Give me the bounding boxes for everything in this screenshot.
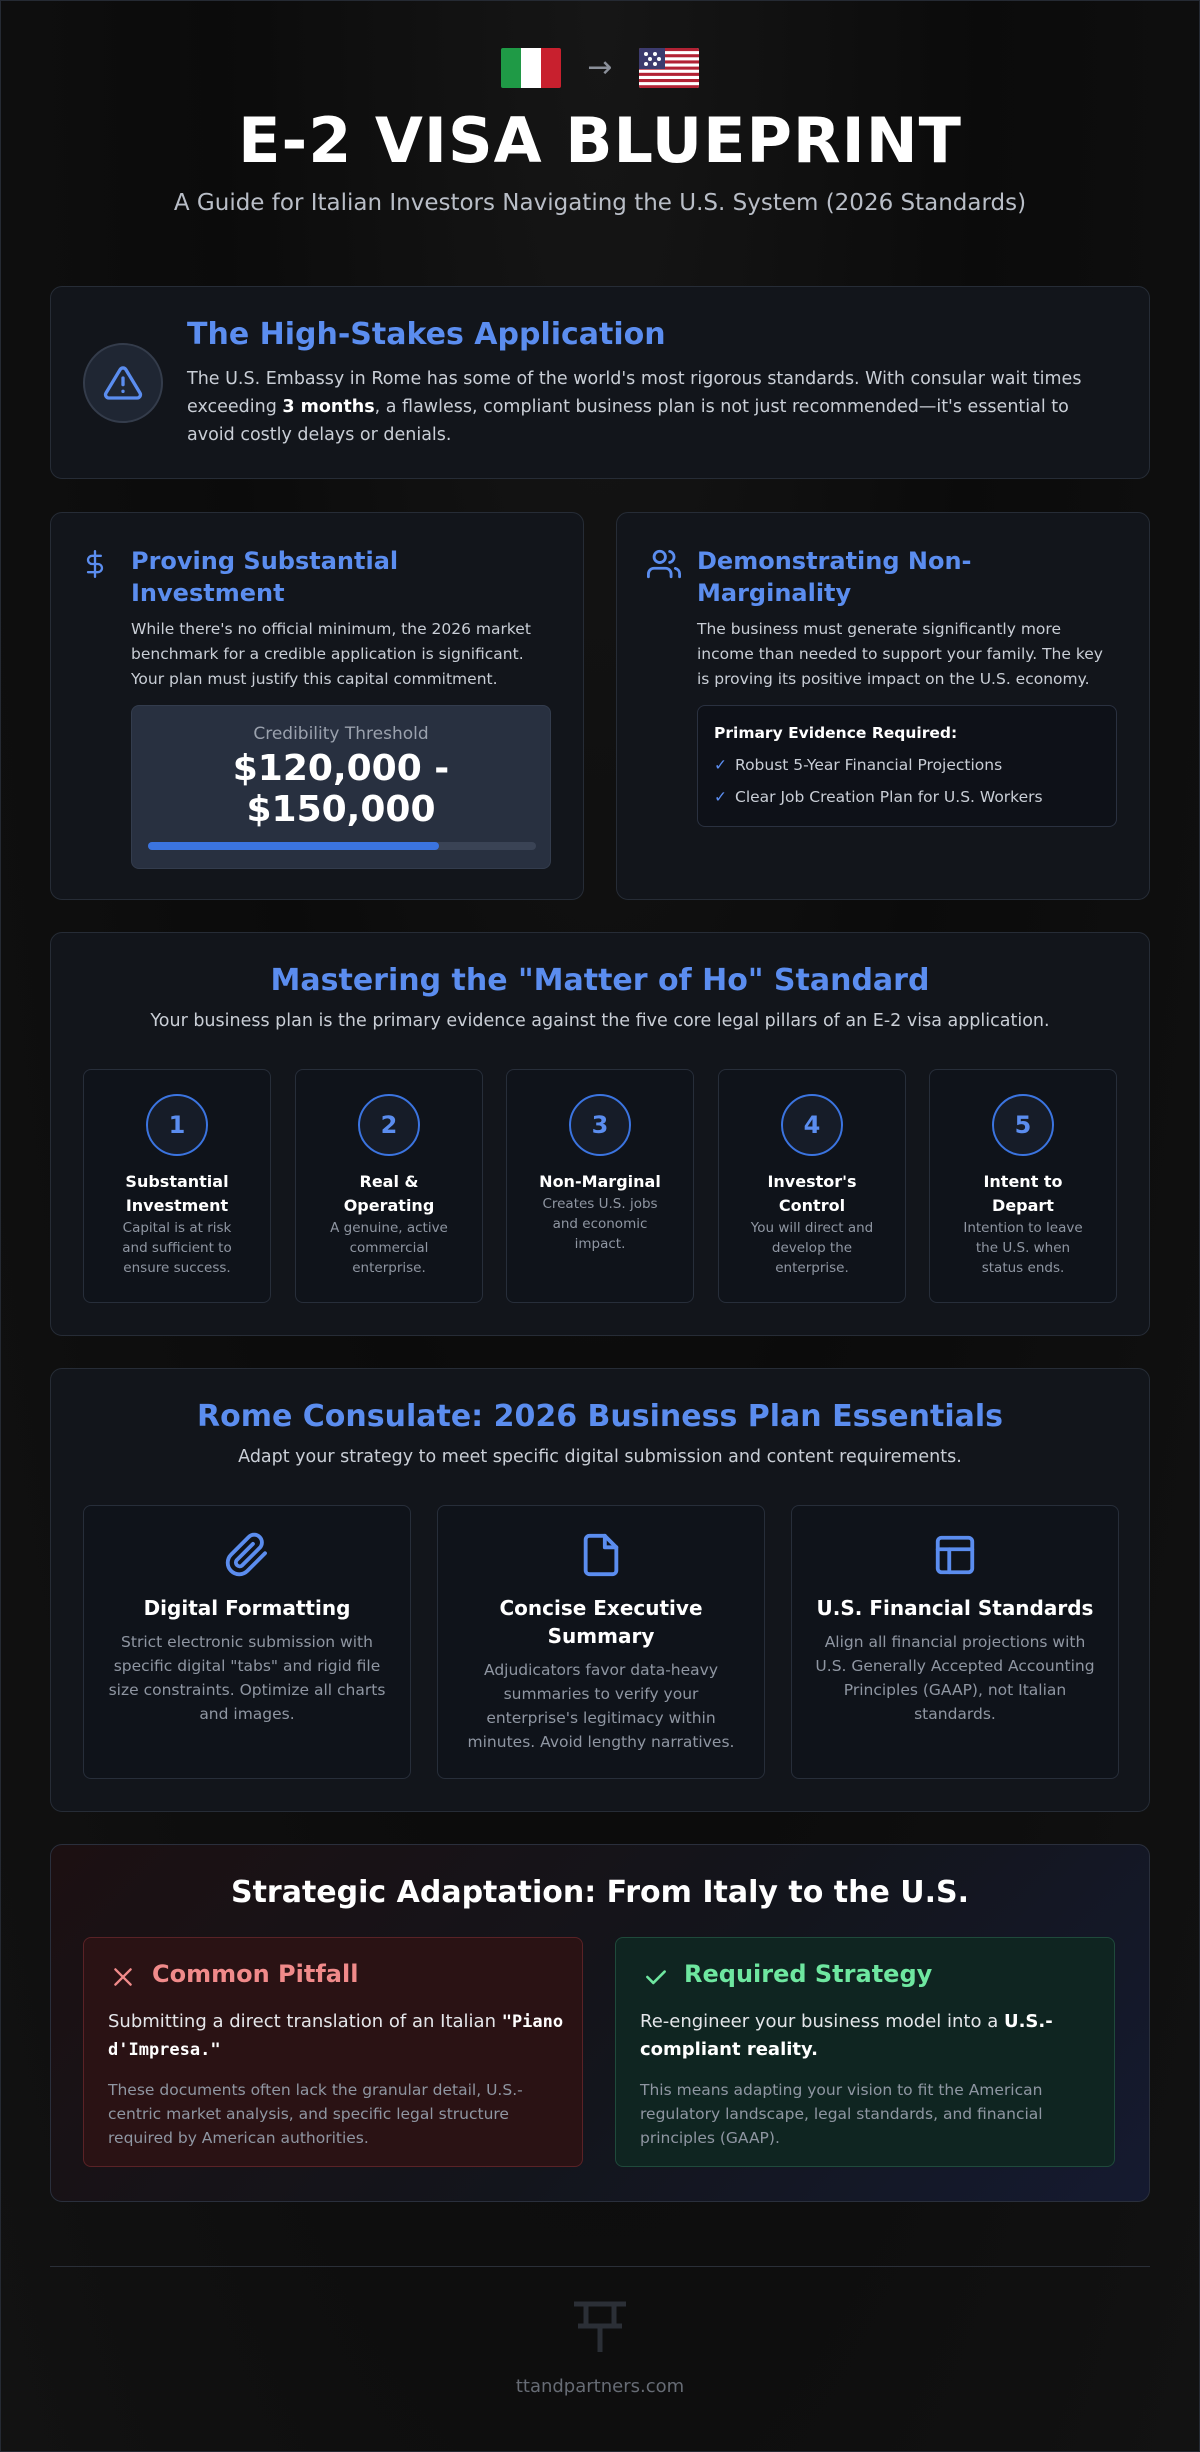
strategic-card [50,1844,1150,2202]
evidence-title: Primary Evidence Required: [714,724,958,742]
essential-item [437,1505,765,1779]
investment-card [50,512,584,900]
essential-item [791,1505,1119,1779]
pitfall-main: Submitting a direct translation of an Italian "Piano d'Impresa." [108,2011,564,2060]
pillar-title: Investor's Control [767,1172,857,1215]
essentials-title: Rome Consulate: 2026 Business Plan Essentials [196,1399,1003,1434]
users-icon [647,547,681,585]
pillar-text: Intention to leave the U.S. when status ends. [963,1220,1083,1276]
paperclip-icon [84,1532,410,1578]
evidence-box [697,705,1117,827]
page-subtitle: A Guide for Italian Investors Navigating the U.S. System (2026 Standards) [173,190,1027,216]
flags-row [0,48,1200,88]
high-stakes-text: The U.S. Embassy in Rome has some of the world's most rigorous standards. With consular wait times exceeding 3 months, a flawless, compliant business plan is not just recommended—it's essential to avoid costly delays or denials. [187,369,1082,445]
usa-flag-icon [639,48,699,88]
matter-of-ho-title: Mastering the "Matter of Ho" Standard [270,963,930,998]
pillar-title: Substantial Investment [125,1172,229,1215]
pillar-card [295,1069,483,1303]
pillar-card [83,1069,271,1303]
essential-title: U.S. Financial Standards [816,1596,1094,1620]
pitfall-note: These documents often lack the granular detail, U.S.-centric market analysis, and specific legal structure required by American authorities. [108,2081,523,2147]
pillar-title: Real & Operating [343,1172,435,1215]
evidence-item: ✓ Robust 5-Year Financial Projections [714,756,1003,774]
page-title: E-2 VISA BLUEPRINT [238,104,962,177]
italy-flag-icon [501,48,561,88]
pillar-number: 2 [358,1094,420,1156]
threshold-bar-fill [148,842,439,850]
essential-title: Concise Executive Summary [499,1596,703,1648]
pillar-number: 3 [569,1094,631,1156]
required-strategy-box [615,1937,1115,2167]
essential-title: Digital Formatting [143,1596,351,1620]
dollar-icon [81,547,109,585]
evidence-item: ✓ Clear Job Creation Plan for U.S. Workers [714,788,1043,806]
required-note: This means adapting your vision to fit the American regulatory landscape, legal standards, and financial principles (GAAP). [640,2081,1043,2147]
threshold-bar-track [148,842,536,850]
footer-website: ttandpartners.com [515,2376,685,2397]
matter-of-ho-card [50,932,1150,1336]
pillar-card [718,1069,906,1303]
essential-text: Align all financial projections with U.S. Generally Accepted Accounting Principles (GAAP), not Italian standards. [815,1633,1095,1723]
footer-divider [50,2266,1150,2267]
pillar-text: A genuine, active commercial enterprise. [330,1220,448,1276]
pillar-title: Intent to Depart [983,1172,1063,1215]
pillar-title: Non-Marginal [539,1172,661,1191]
pillar-card [506,1069,694,1303]
pillar-card [929,1069,1117,1303]
check-icon [642,1964,670,1994]
pillar-text: You will direct and develop the enterprise. [750,1220,874,1276]
document-icon [438,1532,764,1578]
essential-item [83,1505,411,1779]
tt-logo-icon [570,2298,630,2360]
matter-of-ho-subtitle: Your business plan is the primary evidence against the five core legal pillars of an E-2 visa application. [150,1011,1050,1031]
essential-text: Strict electronic submission with specific digital "tabs" and rigid file size constraints. Optimize all charts and images. [108,1633,386,1723]
marginality-title: Demonstrating Non-Marginality [697,547,972,607]
pillar-text: Capital is at risk and sufficient to ensure success. [122,1220,232,1276]
check-icon: ✓ [714,788,727,806]
marginality-card [616,512,1150,900]
threshold-label: Credibility Threshold [253,724,429,744]
high-stakes-card [50,286,1150,479]
essentials-subtitle: Adapt your strategy to meet specific digital submission and content requirements. [238,1447,962,1467]
required-main: Re-engineer your business model into a U.S.-compliant reality. [640,2011,1053,2060]
warning-icon [83,343,163,423]
pillar-number: 5 [992,1094,1054,1156]
essential-text: Adjudicators favor data-heavy summaries to verify your enterprise's legitimacy within minutes. Avoid lengthy narratives. [467,1661,735,1751]
threshold-value: $120,000 - $150,000 [232,748,450,830]
check-icon: ✓ [714,756,727,774]
essentials-card [50,1368,1150,1812]
layout-icon [792,1532,1118,1578]
credibility-threshold-box [131,705,551,869]
marginality-text: The business must generate significantly more income than needed to support your family. The key is proving its positive impact on the U.S. economy. [697,620,1103,688]
pitfall-title: Common Pitfall [152,1960,359,1988]
high-stakes-title: The High-Stakes Application [187,317,666,352]
pillar-number: 4 [781,1094,843,1156]
required-title: Required Strategy [684,1960,933,1988]
pillar-text: Creates U.S. jobs and economic impact. [542,1196,658,1252]
strategic-title: Strategic Adaptation: From Italy to the U.S. [230,1875,970,1910]
investment-title: Proving Substantial Investment [131,547,399,607]
arrow-right-icon: → [587,50,613,85]
pillar-number: 1 [146,1094,208,1156]
x-icon [110,1964,136,1994]
investment-text: While there's no official minimum, the 2026 market benchmark for a credible application is significant. Your plan must justify this capital commitment. [131,620,531,688]
pitfall-box [83,1937,583,2167]
